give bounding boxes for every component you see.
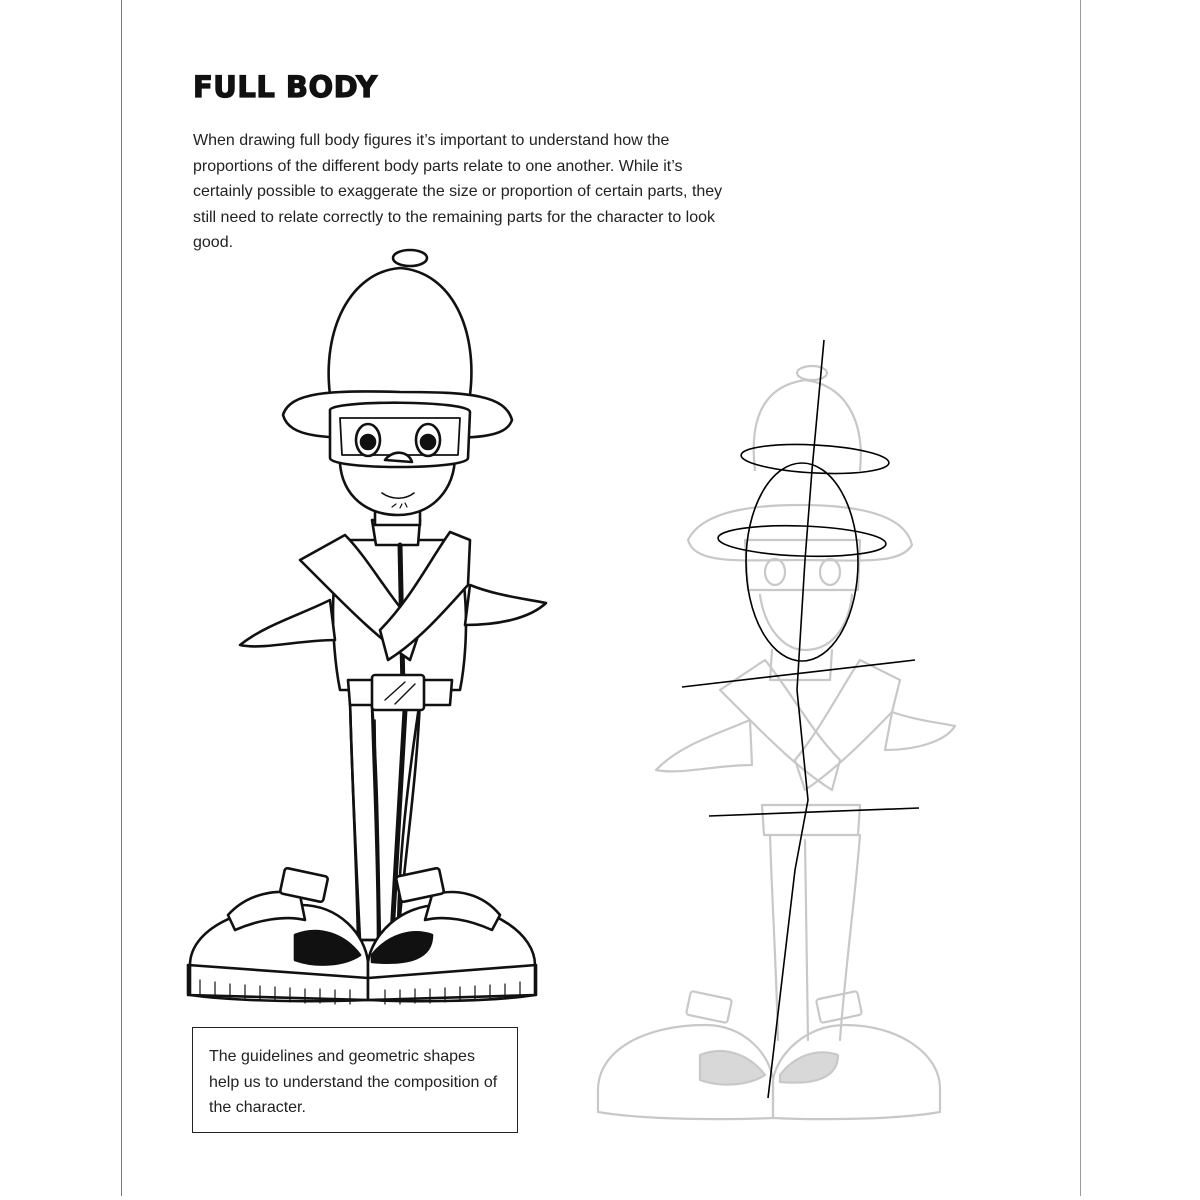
hip-line: [709, 808, 919, 816]
guidelines: [682, 340, 919, 1098]
page-title: FULL BODY: [193, 70, 378, 104]
caption-box: [192, 1027, 518, 1133]
head-oval: [746, 463, 858, 661]
intro-paragraph: When drawing full body figures it’s important to understand how the proportions of the different body parts relate to one another. While it’s certainly possible to exaggerate the size or proportion of certain parts, they still need to relate correctly to the remaining parts for the character to look good.: [193, 132, 723, 251]
caption-text: The guidelines and geometric shapes help us to understand the composition of the character.: [209, 1048, 498, 1116]
character-drawing: [188, 250, 546, 1004]
hat-top-ellipse: [740, 441, 889, 477]
construction-guide-drawing: [598, 366, 955, 1119]
